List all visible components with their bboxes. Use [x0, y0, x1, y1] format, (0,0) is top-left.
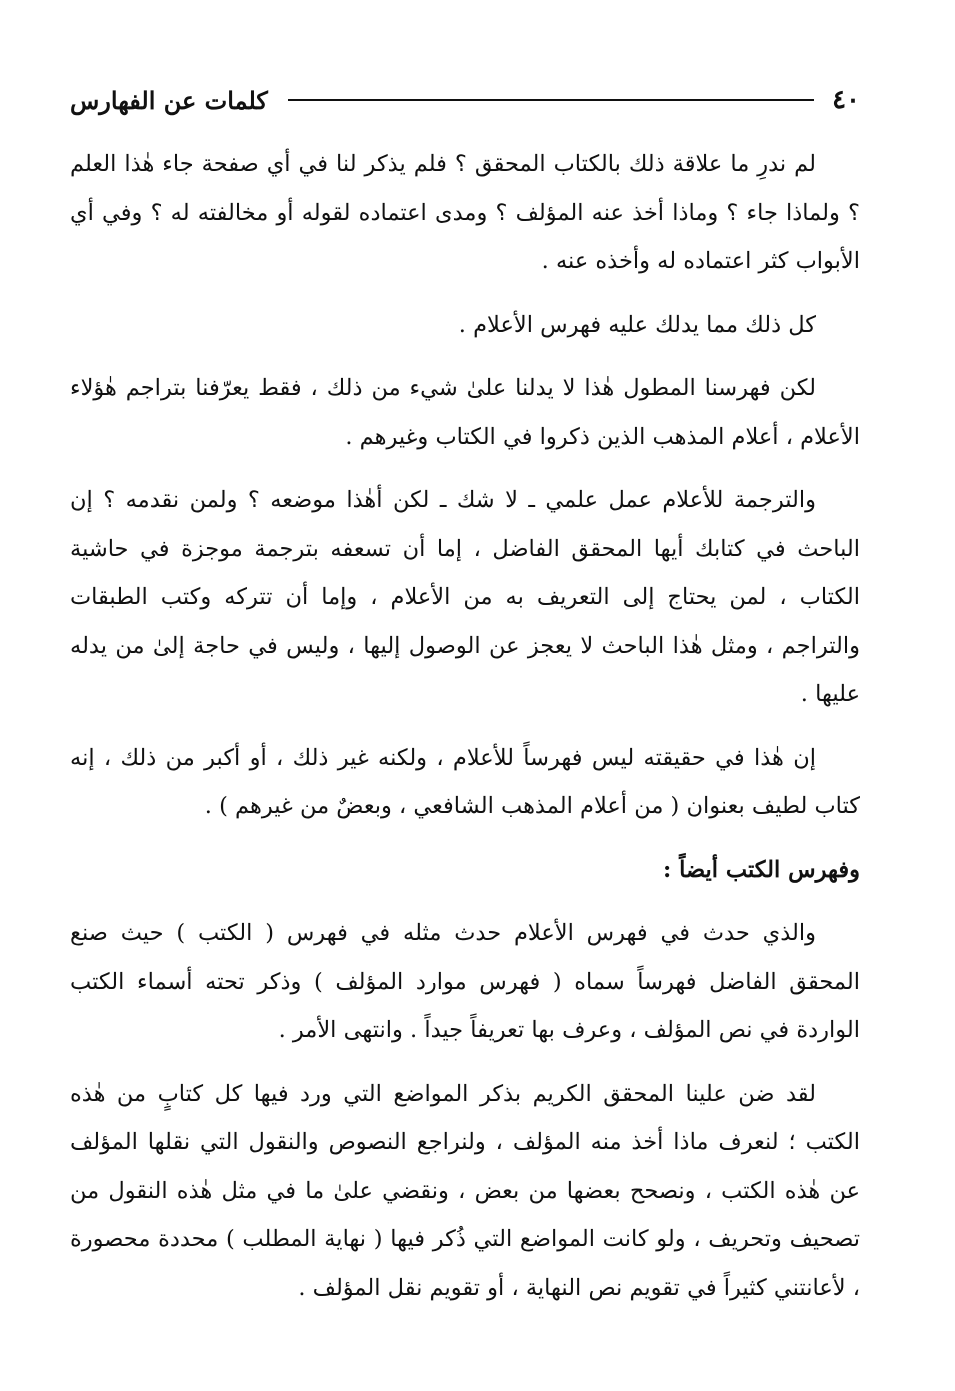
running-title: كلمات عن الفهارس: [70, 85, 268, 115]
header-rule: [288, 99, 814, 101]
paragraph-4: والترجمة للأعلام عمل علمي ـ لا شك ـ لكن أهٰذا موضعه ؟ ولمن نقدمه ؟ إن الباحث في كتابك أيها المحقق الفاضل ، إما أن تسعفه بترجمة موجزة في حاشية الكتاب ، لمن يحتاج إلى التعريف به من الأعلام ، وإما أن تتركه وكتب الطبقات والتراجم ، ومثل هٰذا الباحث لا يعجز عن الوصول إليها ، وليس في حاجة إلىٰ من يدله عليها .: [70, 487, 860, 707]
paragraph-6: والذي حدث في فهرس الأعلام حدث مثله في فهرس ( الكتب ) حيث صنع المحقق الفاضل فهرساً سماه ( فهرس موارد المؤلف ) وذكر تحته أسماء الكتب الواردة في نص المؤلف ، وعرف بها تعريفاً جيداً . وانتهى الأمر .: [70, 920, 860, 1043]
paragraph-1: لم ندرِ ما علاقة ذلك بالكتاب المحقق ؟ فلم يذكر لنا في أي صفحة جاء هٰذا العلم ؟ ولماذا جاء ؟ وماذا أخذ عنه المؤلف ؟ ومدى اعتماده لقوله أو مخالفته له ؟ وفي أي الأبواب كثر اعتماده له وأخذه عنه .: [70, 151, 860, 274]
paragraph-5: إن هٰذا في حقيقته ليس فهرساً للأعلام ، ولكنه غير ذلك ، أو أكبر من ذلك ، إنه كتاب لطيف بعنوان ( من أعلام المذهب الشافعي ، وبعضٌ من غيرهم ) .: [70, 744, 860, 819]
paragraph-2: كل ذلك مما يدلك عليه فهرس الأعلام .: [458, 311, 816, 338]
paragraph-7: لقد ضن علينا المحقق الكريم بذكر المواضع التي ورد فيها كل كتابٍ من هٰذه الكتب ؛ لنعرف ماذا أخذ منه المؤلف ، ولنراجع النصوص والنقول التي نقلها المؤلف عن هٰذه الكتب ، ونصحح بعضها من بعض ، ونقضي علىٰ ما في مثل هٰذه النقول من تصحيف وتحريف ، ولو كانت المواضع التي ذُكر فيها ( نهاية المطلب ) محددة محصورة ، لأعانتني كثيراً في تقويم نص النهاية ، أو تقويم نقل المؤلف .: [70, 1080, 860, 1301]
page-number: ٤٠: [832, 85, 860, 115]
page-body: [70, 140, 860, 1327]
section-subheading: وفهرس الكتب أيضاً :: [663, 856, 860, 883]
paragraph-3: لكن فهرسنا المطول هٰذا لا يدلنا علىٰ شيء من ذلك ، فقط يعرّفنا بتراجم هٰؤلاء الأعلام ، أعلام المذهب الذين ذكروا في الكتاب وغيرهم .: [70, 375, 860, 450]
running-header: [70, 80, 860, 120]
